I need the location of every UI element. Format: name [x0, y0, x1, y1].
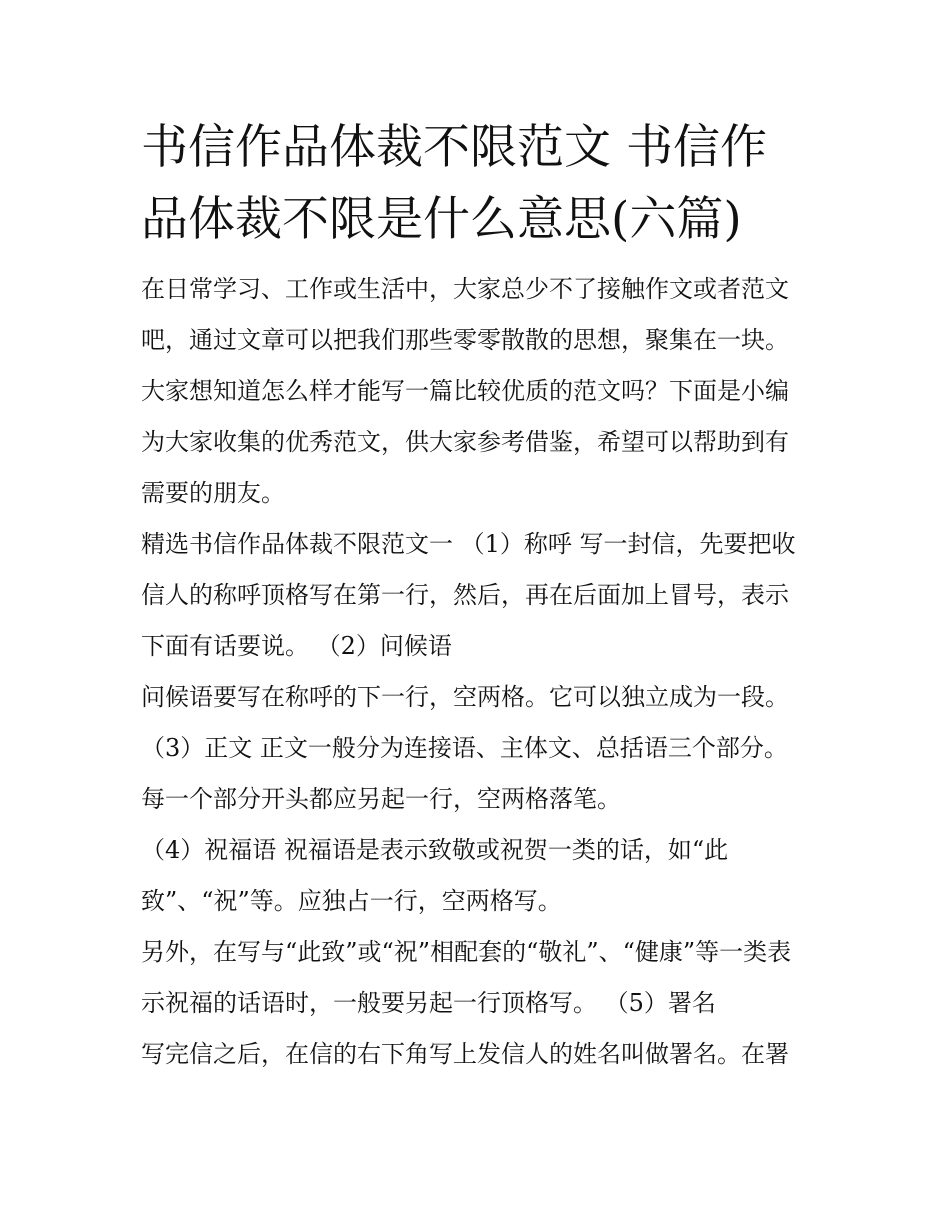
body-line: 写完信之后，在信的右下角写上发信人的姓名叫做署名。在署 [141, 1040, 789, 1068]
body-line: 信人的称呼顶格写在第一行，然后，再在后面加上冒号，表示 [141, 581, 789, 609]
body-line: 另外，在写与“此致”或“祝”相配套的“敬礼”、“健康”等一类表 [141, 938, 792, 966]
body-line: 为大家收集的优秀范文，供大家参考借鉴，希望可以帮助到有 [141, 428, 789, 456]
body-line: 精选书信作品体裁不限范文一 （1）称呼 写一封信，先要把收 [141, 530, 796, 558]
body-line: 需要的朋友。 [141, 479, 285, 507]
body-line: 大家想知道怎么样才能写一篇比较优质的范文吗？下面是小编 [141, 377, 789, 405]
body-line: （4）祝福语 祝福语是表示致敬或祝贺一类的话，如“此 [141, 836, 729, 864]
body-line: （3）正文 正文一般分为连接语、主体文、总括语三个部分。 [141, 734, 788, 762]
body-line: 致”、“祝”等。应独占一行，空两格写。 [141, 887, 562, 915]
body-line: 下面有话要说。 （2）问候语 [141, 632, 452, 660]
document-body [141, 264, 813, 1080]
document-content [141, 112, 813, 1080]
title-line: 书信作品体裁不限范文 书信作 [141, 120, 767, 175]
body-line: 吧，通过文章可以把我们那些零零散散的思想，聚集在一块。 [141, 326, 789, 354]
title-line: 品体裁不限是什么意思(六篇) [141, 192, 742, 247]
body-line: 每一个部分开头都应另起一行，空两格落笔。 [141, 785, 621, 813]
document-title [141, 112, 813, 256]
body-line: 问候语要写在称呼的下一行，空两格。它可以独立成为一段。 [141, 683, 789, 711]
body-line: 示祝福的话语时，一般要另起一行顶格写。 （5）署名 [141, 989, 716, 1017]
body-line: 在日常学习、工作或生活中，大家总少不了接触作文或者范文 [141, 275, 789, 303]
